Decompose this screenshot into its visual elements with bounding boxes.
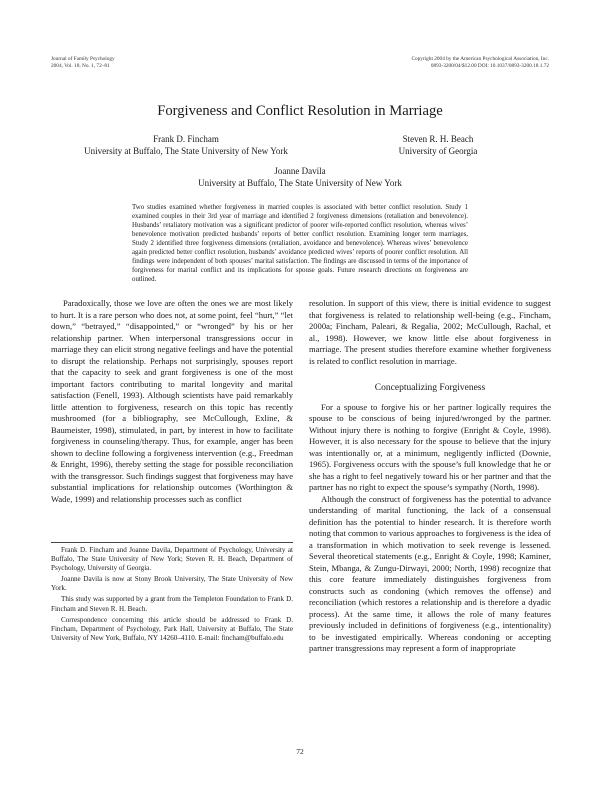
doi-line: 0893-3200/04/$12.00 DOI: 10.1037/0893-3200.18.1.72 bbox=[430, 63, 549, 69]
author-affiliation: University at Buffalo, The State University of New York bbox=[84, 145, 288, 156]
body-paragraph: resolution. In support of this view, there is initial evidence to suggest that forgiveness is related to relationship well-being (e.g., Fincham, 2000a; Fincham, Paleari, & Regalia, 2002; McCullough, Rachal, et al., 1998). However, we know little else about forgiveness in marriage. The present studies therefore examine whether forgiveness is related to conflict resolution in marriage. bbox=[309, 298, 551, 366]
author-affiliation: University at Buffalo, The State University of New York bbox=[198, 177, 402, 188]
author-affiliation: University of Georgia bbox=[398, 145, 478, 156]
journal-volume: 2004, Vol. 18, No. 1, 72–81 bbox=[51, 63, 110, 69]
journal-citation bbox=[51, 56, 251, 70]
abstract: Two studies examined whether forgiveness in married couples is associated with better conflict resolution. Study 1 examined couples in their 3rd year of marriage and identified 2 forgiveness dimensions (retaliation and benevolence). Husbands’ retaliatory motivation was a significant predictor of poorer wife-reported conflict resolution, whereas wives’ benevolence motivation predicted husbands’ reports of better conflict resolution. Examining longer term marriages, Study 2 identified three forgiveness dimensions (retaliation, avoidance and benevolence). Whereas wives’ benevolence again predicted better conflict resolution, husbands’ avoidance predicted wives’ reports of poorer conflict resolution. All findings were independent of both spouses’ marital satisfaction. The findings are discussed in terms of the importance of forgiveness for marital conflict and its implications for spouse goals. Future research directions on forgiveness are outlined. bbox=[132, 204, 468, 284]
section-heading: Conceptualizing Forgiveness bbox=[374, 383, 486, 393]
body-paragraph: Paradoxically, those we love are often the ones we are most likely to hurt. It is a rare person who does not, at some point, feel “hurt,” “let down,” “betrayed,” “disappointed,” or “wronged” by his or her relationship partner. When interpersonal transgressions occur in marriage they can elicit strong negative feelings and have the potential to disrupt the relationship. Perhaps not surprisingly, spouses report that the capacity to seek and grant forgiveness is one of the most important factors contributing to marital longevity and marital satisfaction (Fenell, 1993). Although scientists have paid remarkably little attention to forgiveness, research on this topic has recently mushroomed (for a bibliography, see McCullough, Exline, & Baumeister, 1998), stimulated, in part, by interest in how to facilitate forgiveness in counseling/therapy. Thus, for example, anger has been shown to decline following a forgiveness intervention (e.g., Freedman & Enright, 1996), thereby setting the stage for possible reconciliation with the transgressor. Such findings suggest that forgiveness may have substantial implications for relationship outcomes (Worthington & Wade, 1999) and relationship processes such as conflict bbox=[51, 298, 293, 504]
paper-title: Forgiveness and Conflict Resolution in Marriage bbox=[157, 103, 443, 119]
copyright-notice bbox=[330, 56, 549, 70]
footnote-affiliations: Frank D. Fincham and Joanne Davila, Department of Psychology, University at Buffalo, The State University of New York; Steven R. H. Beach, Department of Psychology, University of Georgia. bbox=[51, 546, 293, 573]
author-name: Frank D. Fincham bbox=[153, 134, 219, 144]
author-name: Joanne Davila bbox=[274, 166, 326, 176]
journal-name: Journal of Family Psychology bbox=[51, 56, 115, 62]
author-name: Steven R. H. Beach bbox=[402, 134, 474, 144]
author-block-2 bbox=[338, 134, 538, 157]
body-paragraph: For a spouse to forgive his or her partner logically requires the spouse to be conscious of being injured/wronged by the partner. Without injury there is nothing to forgive (Enright & Coyle, 1998). However, it is also necessary for the spouse to believe that the injury was intentionally or, at a minimum, negligently inflicted (Downie, 1965). Forgiveness occurs with the spouse’s full knowledge that he or she has a right to feel negatively toward his or her partner and that the partner has no right to expect the spouse’s sympathy (North, 1998). bbox=[309, 401, 551, 492]
body-paragraph: Although the construct of forgiveness has the potential to advance understanding of marital functioning, the lack of a consensual definition has the potential to hinder research. It is therefore worth noting that common to various approaches to forgiveness is the idea of a transformation in which motivation to seek revenge is lessened. Several theoretical statements (e.g., Enright & Coyle, 1998; Kaminer, Stein, Mbanga, & Zungu-Dirwayi, 2000; North, 1998) recognize that this core feature immediately distinguishes forgiveness from constructs such as condoning (which removes the offense) and reconciliation (which restores a relationship and is therefore a dyadic process). At the same time, it allows the role of many features previously included in definitions of forgiveness (e.g., intentionality) to be investigated empirically. Whereas condoning or accepting partner transgressions may represent a form of inappropriate bbox=[309, 493, 551, 653]
copyright-line: Copyright 2004 by the American Psychological Association, Inc. bbox=[411, 56, 549, 62]
footnote-divider bbox=[51, 542, 293, 543]
author-block-1 bbox=[56, 134, 316, 157]
author-footnotes bbox=[51, 546, 293, 645]
author-block-3 bbox=[150, 166, 450, 189]
footnote-funding: This study was supported by a grant from the Templeton Foundation to Frank D. Fincham and Steven R. H. Beach. bbox=[51, 595, 293, 613]
footnote-current-address: Joanne Davila is now at Stony Brook University, The State University of New York. bbox=[51, 575, 293, 593]
footnote-correspondence: Correspondence concerning this article should be addressed to Frank D. Fincham, Department of Psychology, Park Hall, University at Buffalo, The State University of New York, Buffalo, NY 14260–4110. E-mail: fincham@buffalo.edu bbox=[51, 615, 293, 642]
body-column-left bbox=[51, 298, 293, 505]
body-column-right bbox=[309, 298, 551, 655]
page-number: 72 bbox=[296, 747, 304, 756]
